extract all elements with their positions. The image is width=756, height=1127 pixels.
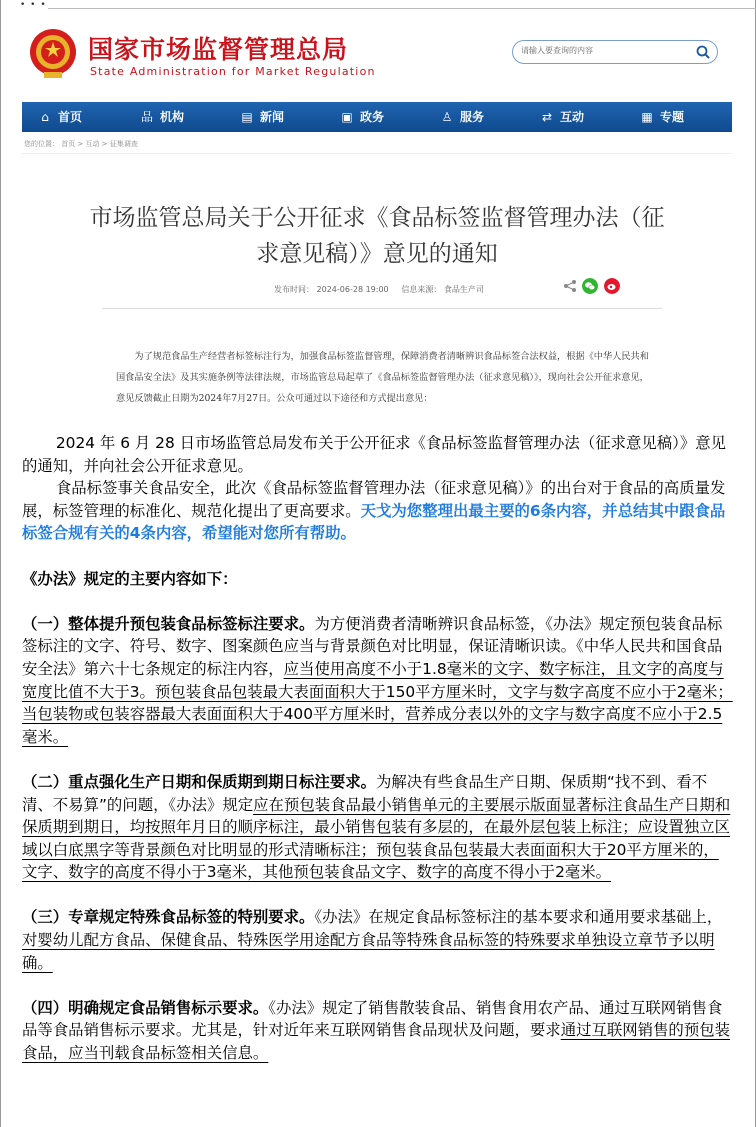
breadcrumb[interactable]: 您的位置： 首页 > 互动 > 征集调查 bbox=[24, 140, 138, 148]
paragraph-1: 2024 年 6 月 28 日市场监管总局发布关于公开征求《食品标签监督管理办法（征求意见稿）》意见的通知，并向社会公开征求意见。 bbox=[22, 434, 727, 475]
section-4 bbox=[22, 997, 734, 1065]
nav-item-interact[interactable]: ⇄ 互动 bbox=[540, 102, 584, 132]
paragraph-2 bbox=[22, 477, 734, 545]
section-3 bbox=[22, 906, 734, 974]
section-3-title: （三）专章规定特殊食品标签的特别要求。 bbox=[22, 908, 315, 927]
section-4-underlined: 通过互联网销售的预包装食品，应当刊载食品标签相关信息。 bbox=[22, 1021, 730, 1063]
main-nav bbox=[22, 102, 732, 132]
site-name-en: State Administration for Market Regulation bbox=[90, 65, 376, 78]
interact-icon: ⇄ bbox=[541, 110, 553, 124]
article-title: 市场监管总局关于公开征求《食品标签监督管理办法（征求意见稿）》意见的通知 bbox=[89, 205, 665, 267]
section-1 bbox=[22, 613, 734, 749]
home-icon: ⌂ bbox=[41, 110, 49, 124]
nav-item-affairs[interactable]: ▣ 政务 bbox=[340, 102, 384, 132]
article-meta bbox=[274, 284, 484, 295]
news-icon: ▤ bbox=[241, 110, 253, 124]
embedded-screenshot bbox=[22, 12, 732, 432]
site-header bbox=[22, 12, 732, 102]
national-emblem-icon bbox=[28, 26, 78, 82]
article-intro: 为了规范食品生产经营者标签标注行为，加强食品标签监督管理，保障消费者清晰辨识食品标签合法权益，根据《中华人民共和国食品安全法》及其实施条例等法律法规，市场监管总局起草了《食品标签监督管理办法（征求意见稿）》，现向社会公开征求意见，意见反馈截止日期为2024年7月27日。公众可通过以下途径和方式提出意见： bbox=[116, 351, 649, 404]
nav-item-topic[interactable]: ▦ 专题 bbox=[640, 102, 684, 132]
section-heading: 《办法》规定的主要内容如下： bbox=[22, 569, 238, 588]
section-4-text: 《办法》规定了销售散装食品、销售食用农产品、通过互联网销售食品等食品销售标示要求。尤其是，针对近年来互联网销售食品现状及问题，要求 bbox=[22, 998, 723, 1040]
nav-item-home[interactable]: ⌂ 首页 bbox=[38, 102, 82, 132]
paragraph-2-text: 食品标签事关食品安全，此次《食品标签监督管理办法（征求意见稿）》的出台对于食品的高质量发展，标签管理的标准化、规范化提出了更高要求。 bbox=[22, 479, 726, 520]
section-2 bbox=[22, 771, 734, 884]
top-dots: • • • bbox=[20, 0, 47, 10]
info-source: 信息来源： 食品生产司 bbox=[401, 285, 484, 294]
share-icon[interactable] bbox=[562, 278, 578, 294]
section-3-text: 《办法》在规定食品标签标注的基本要求和通用要求基础上， bbox=[314, 908, 723, 927]
section-1-text: 为方便消费者清晰辨识食品标签，《办法》规定预包装食品标签标注的文字、符号、数字、图案颜色应当与背景颜色对比明显，保证清晰识读。《中华人民共和国食品安全法》第六十七条规定的标注内容， bbox=[22, 614, 723, 678]
highlight-text: 天戈为您整理出最主要的6条内容，并总结其中跟食品标签合规有关的4条内容，希望能对您所有帮助。 bbox=[22, 501, 726, 543]
service-icon: ♙ bbox=[441, 110, 453, 124]
section-3-underlined: 对婴幼儿配方食品、保健食品、特殊医学用途配方食品等特殊食品标签的特殊要求单独设立章节予以明确。 bbox=[22, 931, 715, 972]
site-name-cn[interactable]: 国家市场监督管理总局 bbox=[88, 35, 349, 64]
section-2-title: （二）重点强化生产日期和保质期到期日标注要求。 bbox=[22, 772, 376, 791]
share-bar bbox=[562, 278, 622, 296]
org-icon: 品 bbox=[140, 110, 153, 124]
search-icon[interactable] bbox=[695, 44, 711, 60]
section-2-underlined: 应在预包装食品最小销售单元的主要展示版面显著标注食品生产日期和保质期到期日，均按照年月日的顺序标注，最小销售包装有多层的，在最外层包装上标注；应设置独立区域以白底黑字等背景颜色对比明显的形式清晰标注；预包装食品包装最大表面面积大于20平方厘米的，文字、数字的高度不得小于3毫米，其他预包装食品文字、数字的高度不得小于2毫米。 bbox=[22, 795, 731, 882]
breadcrumb-divider bbox=[22, 153, 732, 154]
section-2-text: 为解决有些食品生产日期、保质期“找不到、看不清、不易算”的问题，《办法》规定 bbox=[22, 772, 708, 814]
weibo-icon[interactable] bbox=[604, 278, 620, 294]
section-4-title: （四）明确规定食品销售标示要求。 bbox=[22, 998, 269, 1017]
article-body bbox=[22, 432, 734, 1065]
nav-item-org[interactable]: 品 机构 bbox=[140, 102, 184, 132]
affairs-icon: ▣ bbox=[341, 110, 353, 124]
top-divider bbox=[48, 8, 756, 9]
publish-time: 发布时间： 2024-06-28 19:00 bbox=[274, 285, 389, 294]
topic-icon: ▦ bbox=[641, 110, 653, 124]
nav-item-service[interactable]: ♙ 服务 bbox=[440, 102, 484, 132]
meta-divider bbox=[102, 308, 662, 309]
nav-item-news[interactable]: ▤ 新闻 bbox=[240, 102, 284, 132]
wechat-icon[interactable] bbox=[582, 278, 598, 294]
search-input[interactable]: 请输入要查询的内容 bbox=[521, 46, 593, 55]
search-box[interactable] bbox=[512, 40, 718, 64]
section-1-underlined: 应当使用高度不小于1.8毫米的文字、数字标注，且文字的高度与宽度比值不大于3。预包装食品包装最大表面面积大于150平方厘米时，文字与数字高度不应小于2毫米；当包装物或包装容器最大表面面积大于400平方厘米时，营养成分表以外的文字与数字高度不应小于2.5毫米。 bbox=[22, 659, 733, 746]
section-1-title: （一）整体提升预包装食品标签标注要求。 bbox=[22, 614, 315, 633]
